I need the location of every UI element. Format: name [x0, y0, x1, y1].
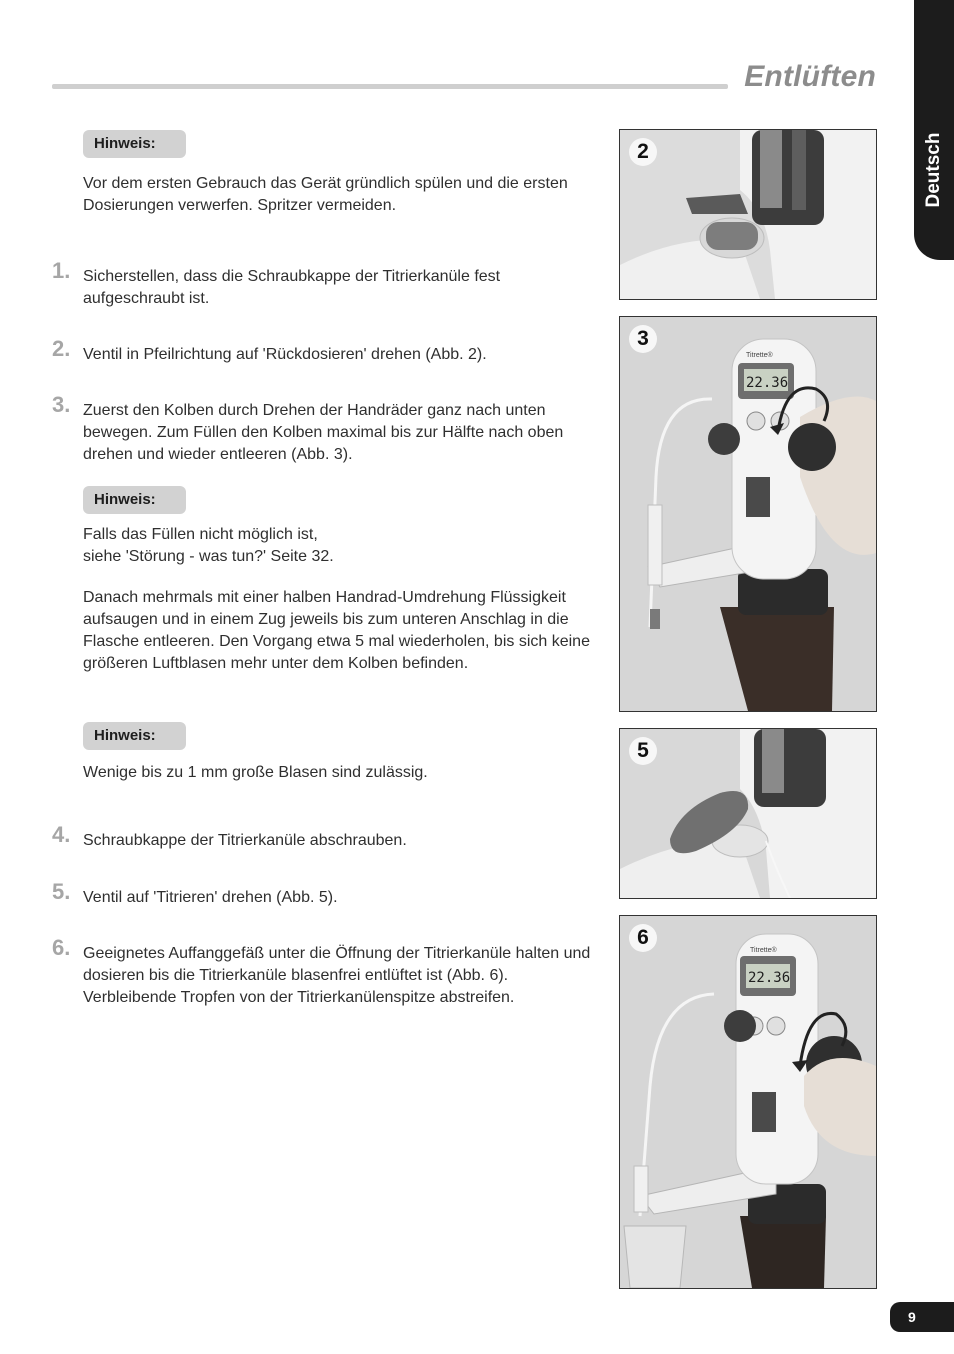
figure-5-illustration — [620, 729, 876, 898]
figure-6-photo — [619, 915, 877, 1289]
step-text: Schraubkappe der Titrierkanüle abschrauben. — [83, 832, 407, 849]
page-title: Entlüften — [744, 60, 876, 93]
header-rule — [52, 84, 728, 89]
step-number: 2. — [52, 336, 71, 361]
figure-2-illustration — [620, 130, 876, 299]
step-number: 6. — [52, 935, 71, 960]
note-text: Vor dem ersten Gebrauch das Gerät gründlich spülen und die ersten Dosierungen verwerfen. Spritzer vermeiden. — [83, 175, 568, 214]
step-number: 1. — [52, 258, 71, 283]
note-text — [83, 524, 595, 568]
figure-label: 5 — [629, 737, 657, 765]
note-text-line: Falls das Füllen nicht möglich ist, — [83, 526, 318, 543]
language-tab — [914, 0, 954, 260]
note-text: Wenige bis zu 1 mm große Blasen sind zulässig. — [83, 764, 428, 781]
figure-label: 2 — [629, 138, 657, 166]
figure-label: 6 — [629, 924, 657, 952]
step-text: Sicherstellen, dass die Schraubkappe der Titrierkanüle fest aufgeschraubt ist. — [83, 268, 501, 307]
figure-display-readout: 22.36 — [748, 970, 791, 986]
figure-label: 3 — [629, 325, 657, 353]
figure-brand-label: Titrette® — [750, 947, 777, 954]
step-text: Ventil auf 'Titrieren' drehen (Abb. 5). — [83, 889, 338, 906]
note-badge: Hinweis: — [83, 722, 186, 750]
step-number: 5. — [52, 879, 71, 904]
language-tab-label: Deutsch — [923, 132, 944, 208]
figure-6-illustration — [620, 916, 876, 1288]
step-text: Zuerst den Kolben durch Drehen der Handräder ganz nach unten bewegen. Zum Füllen den Kolben maximal bis zur Hälfte nach oben drehen und wieder entleeren (Abb. 3). — [83, 402, 564, 463]
step-text: Ventil in Pfeilrichtung auf 'Rückdosieren' drehen (Abb. 2). — [83, 346, 487, 363]
figure-display-readout: 22.36 — [746, 375, 789, 391]
continuation-paragraph: Danach mehrmals mit einer halben Handrad-Umdrehung Flüssigkeit aufsaugen und in einem Zug jeweils bis zum unteren Anschlag in die Flasche entleeren. Den Vorgang etwa 5 mal wiederholen, bis sich keine größeren Luftblasen mehr unter dem Kolben befinden. — [83, 589, 590, 672]
figure-brand-label: Titrette® — [746, 352, 773, 359]
step-number: 4. — [52, 822, 71, 847]
page-number: 9 — [890, 1302, 954, 1332]
figure-3-illustration — [620, 317, 876, 711]
step-text: Geeignetes Auffanggefäß unter die Öffnung der Titrierkanüle halten und dosieren bis die Titrierkanüle blasenfrei entlüftet ist (Abb. 6). Verbleibende Tropfen von der Titrierkanülenspitze abstreifen. — [83, 945, 591, 1006]
note-badge: Hinweis: — [83, 130, 186, 158]
note-text-line: siehe 'Störung - was tun?' Seite 32. — [83, 548, 334, 565]
note-badge: Hinweis: — [83, 486, 186, 514]
figure-2-photo — [619, 129, 877, 300]
step-number: 3. — [52, 392, 71, 417]
figure-5-photo — [619, 728, 877, 899]
figure-3-photo — [619, 316, 877, 712]
